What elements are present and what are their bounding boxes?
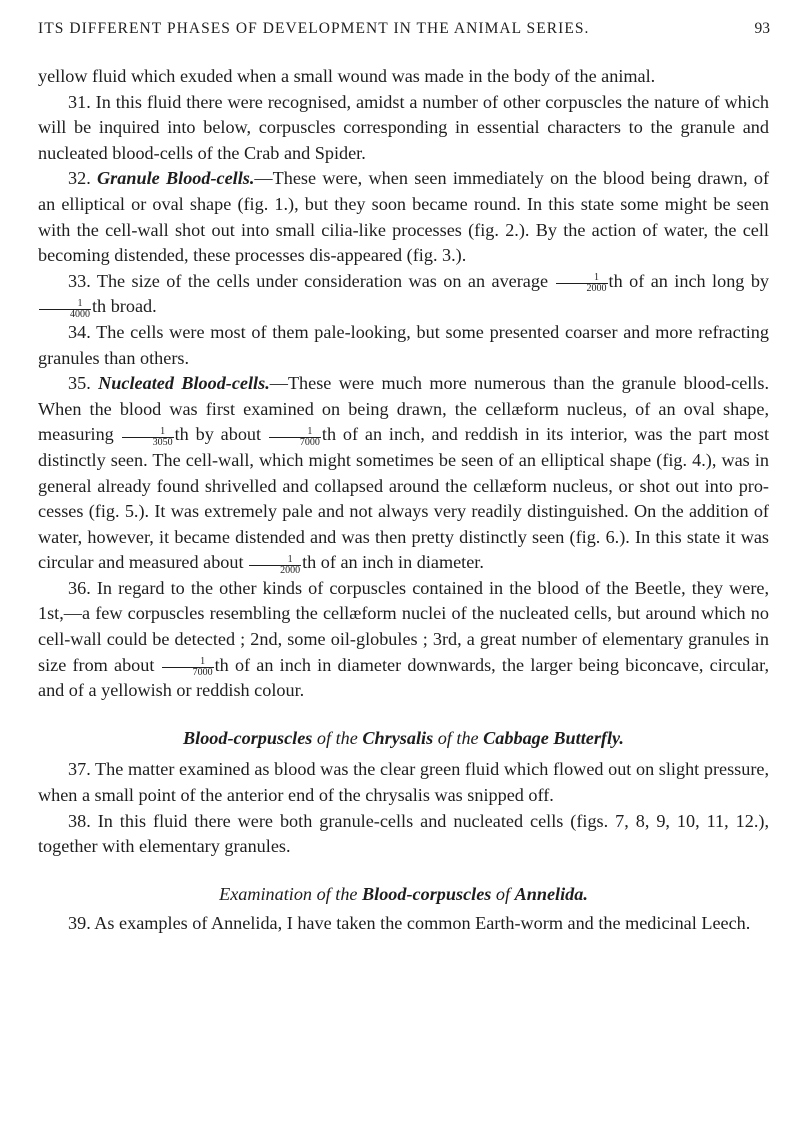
section-heading-granule-cells: Granule Blood-cells. xyxy=(97,168,255,189)
paragraph-33: 33. The size of the cells under consideration was on an average $\frac{1}{2000}$ th of an inch long by $\frac{1}{4000}$ th broad. xyxy=(38,269,769,320)
paragraph-34: 34. The cells were most of them pale-looking, but some presented coarser and more refracting granules than others. xyxy=(38,321,769,368)
running-title: ITS DIFFERENT PHASES OF DEVELOPMENT IN THE ANIMAL SERIES. xyxy=(38,20,590,37)
page-number: 93 xyxy=(754,20,770,37)
paragraph-36: 36. In regard to the other kinds of corpuscles contained in the blood of the Beetle, they were, 1st,—a few corpuscles resembling the cellæform nuclei of the nucleated cells, but around which no cell-wall could be detected ; 2nd, some oil-globules ; 3rd, a great number of elementary granules in size from about $\frac{1}{7000}$ th of an inch in diameter downwards, the larger being biconcave, circular, and of a yellowish or reddish colour. xyxy=(38,577,769,701)
section-caption-annelida: Examination of the Blood-corpuscles of Annelida. xyxy=(219,883,588,904)
paragraph-38: 38. In this fluid there were both granule-cells and nucleated cells (figs. 7, 8, 9, 10, 11, 12.), together with elementary granules. xyxy=(38,810,769,857)
body-text xyxy=(38,64,769,937)
paragraph-32 xyxy=(38,166,769,268)
paragraph-39: 39. As examples of Annelida, I have taken the common Earth-worm and the medicinal Leech. xyxy=(68,913,751,934)
fraction: $\frac{1}{2000}$ xyxy=(556,273,608,294)
paragraph-31: 31. In this fluid there were recognised, amidst a number of other corpuscles the nature of which will be inquired into below, corpuscles corresponding in essential characters to the granule and nucleated blood-cells of the Crab and Spider. xyxy=(38,91,769,163)
running-header xyxy=(38,20,770,44)
section-heading-nucleated-cells: Nucleated Blood-cells. xyxy=(98,373,270,394)
paragraph-text: —These were, when seen immediately on the blood being drawn, of an elliptical or oval shape (fig. 1.), but they soon became round. In this state some might be seen with the cell-wall shot out into small cilia-like processes (fig. 2.). By the action of water, the cell becoming distended, these processes dis-appeared (fig. 3.). xyxy=(38,168,770,266)
fraction: $\frac{1}{7000}$ xyxy=(269,427,321,448)
paragraph-number: 32. xyxy=(68,168,91,189)
paragraph-number: 35. xyxy=(68,373,91,394)
fraction: $\frac{1}{2000}$ xyxy=(249,555,301,576)
paragraph-35: 35. Nucleated Blood-cells.—These were much more numerous than the granule blood-cells. When the blood was first examined on being drawn, the cellæform nucleus, of an oval shape, measuring $\frac{1}{3050}$ th by about $\frac{1}{7000}$ th of an inch, and reddish in its interior, was the part most distinctly seen. The cell-wall, which might sometimes be seen of an elliptical shape (fig. 4.), was in general already found shrivelled and collapsed around the cellæform nucleus, or shot out into pro-cesses (fig. 5.). It was extremely pale and not always very readily distinguished. On the addition of water, however, it became distended and was then pretty distinctly seen (fig. 6.). In this state it was circular and measured about $\frac{1}{2000}$ th of an inch in diameter. xyxy=(38,373,770,576)
paragraph-37: 37. The matter examined as blood was the clear green fluid which flowed out on slight pressure, when a small point of the anterior end of the chrysalis was snipped off. xyxy=(38,759,769,806)
section-caption-chrysalis: Blood-corpuscles of the Chrysalis of the Cabbage Butterfly. xyxy=(183,727,624,748)
fraction: $\frac{1}{7000}$ xyxy=(162,657,214,678)
fraction: $\frac{1}{4000}$ xyxy=(39,299,91,320)
paragraph-continued: yellow fluid which exuded when a small wound was made in the body of the animal. xyxy=(38,66,656,86)
fraction: $\frac{1}{3050}$ xyxy=(122,427,174,448)
